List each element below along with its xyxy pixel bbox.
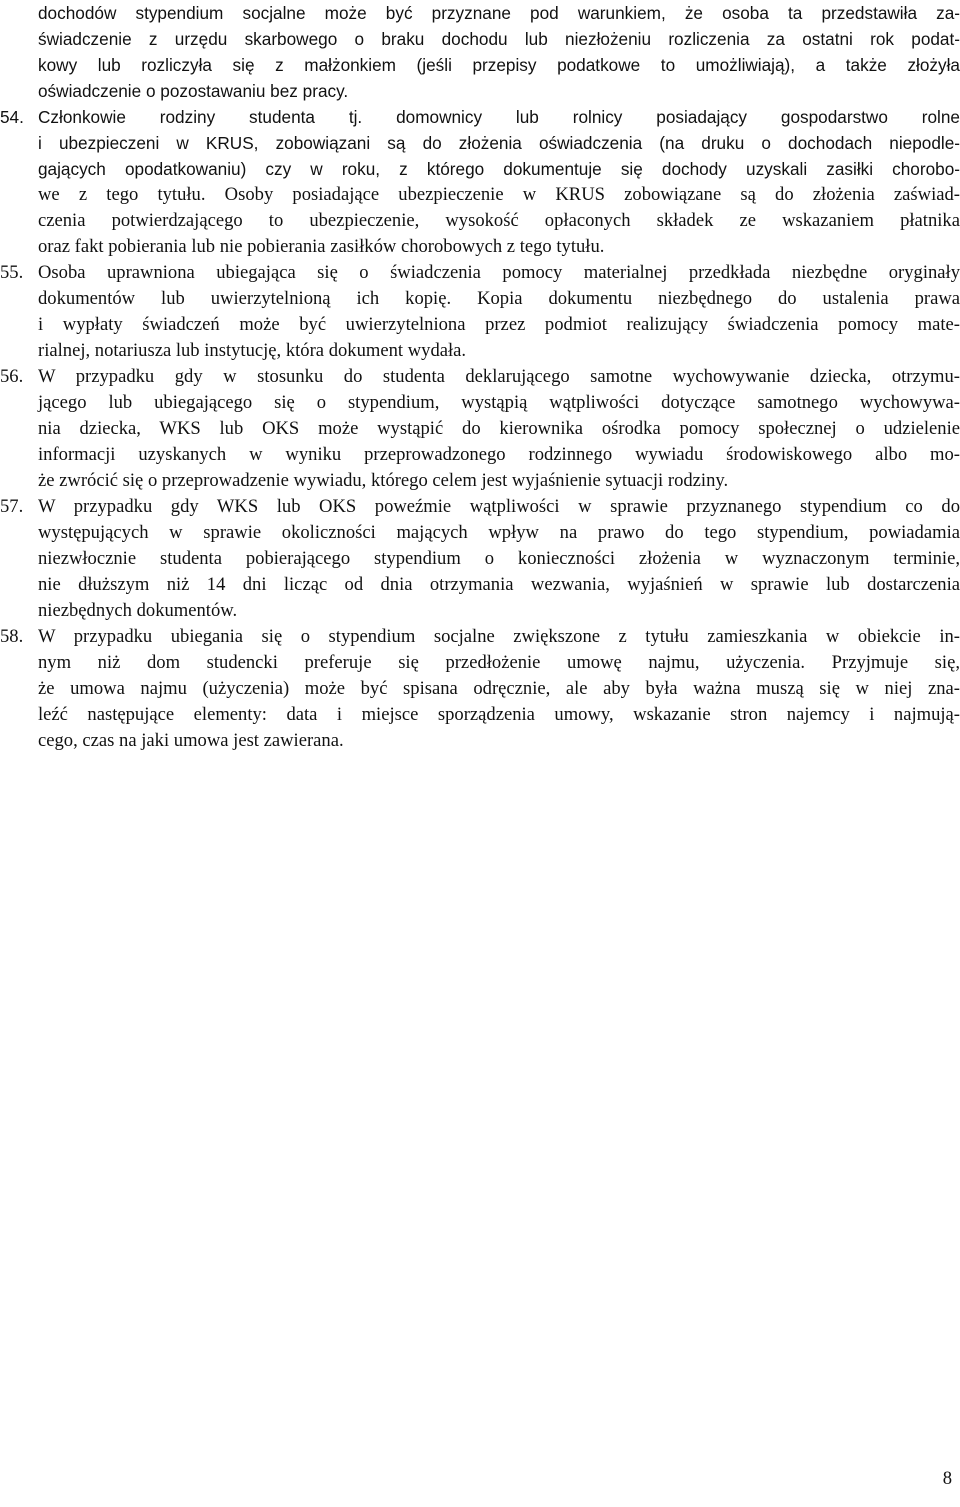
item-54-line: i ubezpieczeni w KRUS, zobowiązani są do złożenia oświadczenia (na druku o dochodach niepodle- [38,133,960,153]
item-54-line: gających opodatkowaniu) czy w roku, z którego dokumentuje się dochody uzyskali zasiłki chorobo- [38,159,960,179]
item-58-line: że umowa najmu (użyczenia) może być spisana odręcznie, ale aby była ważna muszą się w niej zna- [38,678,960,699]
item-number: 56. [0,366,24,387]
item-58-line: cego, czas na jaki umowa jest zawierana. [38,730,344,751]
item-number: 55. [0,262,24,283]
item-55-line: rialnej, notariusza lub instytucję, która dokument wydała. [38,340,467,361]
item-57-line: nie dłuższym niż 14 dni licząc od dnia otrzymania wezwania, wyjaśnień w sprawie lub dostarczenia [38,574,960,595]
intro-line: dochodów stypendium socjalne może być przyznane pod warunkiem, że osoba ta przedstawiła za- [38,3,960,23]
item-54-line: oraz fakt pobierania lub nie pobierania zasiłków chorobowych z tego tytułu. [38,236,605,257]
item-56-line: jącego lub ubiegającego się o stypendium, wystąpią wątpliwości dotyczące samotnego wychowywa- [38,392,960,413]
item-57-line: niezbędnych dokumentów. [38,600,238,621]
item-number: 57. [0,496,24,517]
item-55-line: dokumentów lub uwierzytelnioną ich kopię. Kopia dokumentu niezbędnego do ustalenia prawa [38,288,960,309]
item-57-line: 57. W przypadku gdy WKS lub OKS poweźmie wątpliwości w sprawie przyznanego stypendium co do [38,494,960,520]
item-58 [0,624,960,754]
intro-line: świadczenie z urzędu skarbowego o braku dochodu lub niezłożeniu rozliczenia za ostatni rok podat- [38,29,960,49]
item-57-line: niezwłocznie studenta pobierającego stypendium o konieczności złożenia w wyznaczonym terminie, [38,548,960,569]
item-55-line: 55. Osoba uprawniona ubiegająca się o świadczenia pomocy materialnej przedkłada niezbędne oryginały [38,260,960,286]
item-54-line: czenia potwierdzającego to ubezpieczenie, wysokość opłaconych składek ze wskazaniem płatnika [38,210,960,231]
item-number: 58. [0,626,24,647]
item-58-line: 58. W przypadku ubiegania się o stypendium socjalne zwiększone z tytułu zamieszkania w obiekcie in- [38,624,960,650]
intro-line: oświadczenie o pozostawaniu bez pracy. [38,81,349,101]
item-58-line: leźć następujące elementy: data i miejsce sporządzenia umowy, wskazanie stron najemcy i najmują- [38,704,960,725]
page-number: 8 [942,1468,952,1489]
item-54-line: we z tego tytułu. Osoby posiadające ubezpieczenie w KRUS zobowiązane są do złożenia zaświad- [38,184,960,205]
item-56-line: że zwrócić się o przeprowadzenie wywiadu, którego celem jest wyjaśnienie sytuacji rodziny. [38,470,729,491]
intro-paragraph [38,0,960,104]
item-56-line: informacji uzyskanych w wyniku przeprowadzonego rodzinnego wywiadu środowiskowego albo mo- [38,444,960,465]
item-55-line: i wypłaty świadczeń może być uwierzytelniona przez podmiot realizujący świadczenia pomocy mate- [38,314,960,335]
intro-line: kowy lub rozliczyła się z małżonkiem (jeśli przepisy podatkowe to umożliwiają), a także złożyła [38,55,960,75]
item-58-line: nym niż dom studencki preferuje się przedłożenie umowę najmu, użyczenia. Przyjmuje się, [38,652,960,673]
item-number: 54. [0,107,24,127]
item-57 [0,494,960,624]
item-56-line: 56. W przypadku gdy w stosunku do studenta deklarującego samotne wychowywanie dziecka, otrzymu- [38,364,960,390]
item-57-line: występujących w sprawie okoliczności mających wpływ na prawo do tego stypendium, powiadamia [38,522,960,543]
item-56 [0,364,960,494]
item-56-line: nia dziecka, WKS lub OKS może wystąpić do kierownika ośrodka pomocy społecznej o udzielenie [38,418,960,439]
item-54 [0,104,960,260]
item-55 [0,260,960,364]
item-54-line: 54. Członkowie rodziny studenta tj. domownicy lub rolnicy posiadający gospodarstwo rolne [38,104,960,130]
